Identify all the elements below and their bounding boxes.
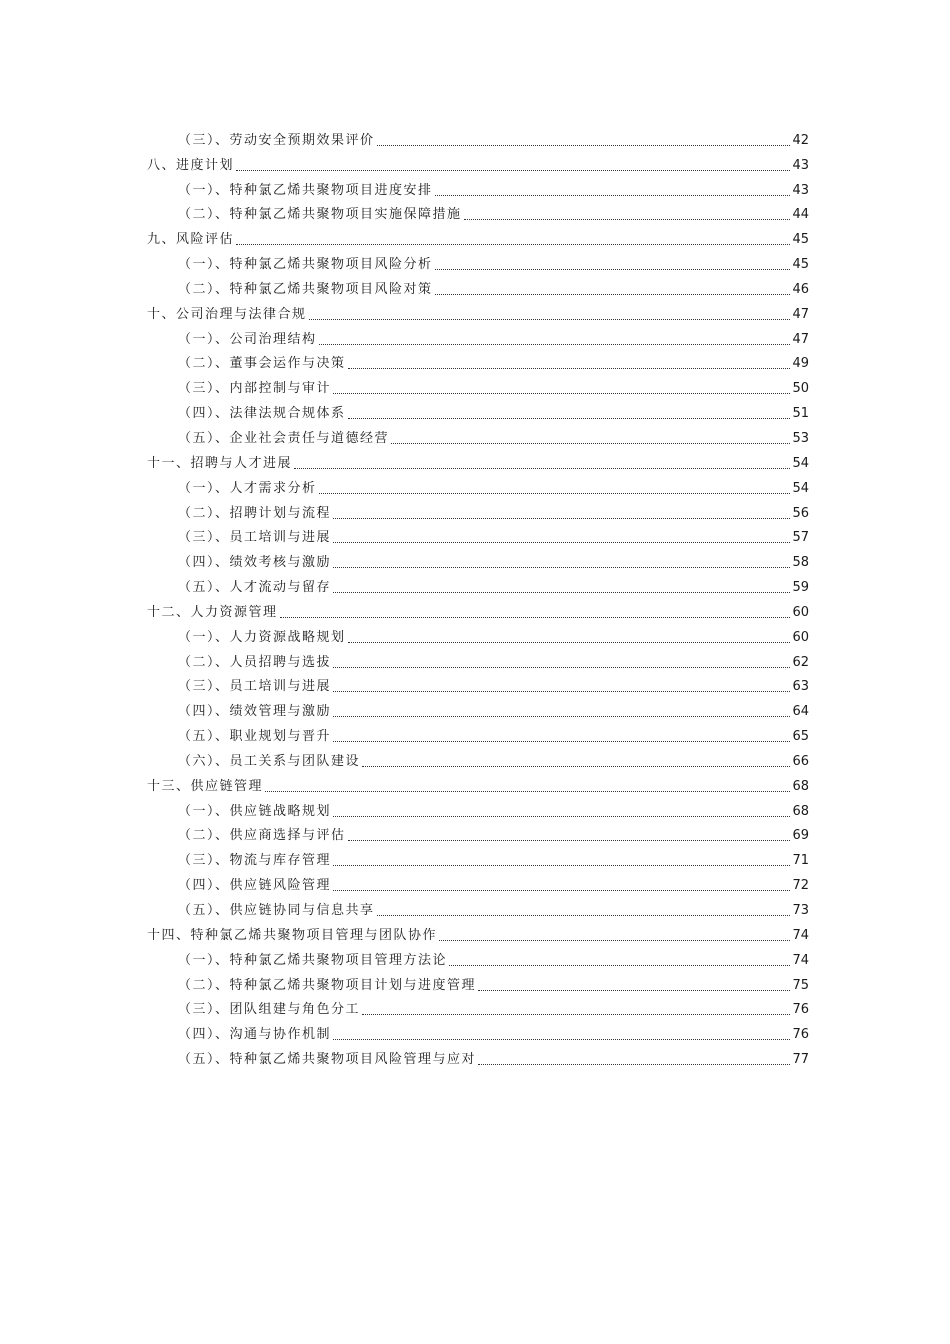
toc-entry-title: （一）、特种氯乙烯共聚物项目风险分析 <box>178 257 433 273</box>
toc-dot-leader <box>377 915 791 916</box>
toc-entry-page-number: 76 <box>792 1027 809 1043</box>
toc-entry-title: （二）、招聘计划与流程 <box>178 505 332 521</box>
toc-dot-leader <box>333 667 790 668</box>
toc-dot-leader <box>236 244 790 245</box>
toc-entry-title: （一）、人才需求分析 <box>178 480 317 496</box>
toc-entry[interactable] <box>147 721 809 746</box>
toc-entry-page-number: 66 <box>792 753 809 769</box>
toc-dot-leader <box>294 468 790 469</box>
toc-dot-leader <box>348 368 791 369</box>
toc-entry-title: （三）、团队组建与角色分工 <box>178 1002 361 1018</box>
toc-entry[interactable] <box>147 597 809 622</box>
toc-entry-page-number: 45 <box>792 232 809 248</box>
toc-entry-title: （二）、特种氯乙烯共聚物项目风险对策 <box>178 281 433 297</box>
toc-entry[interactable] <box>147 224 809 249</box>
toc-entry-title: （一）、供应链战略规划 <box>178 803 332 819</box>
toc-dot-leader <box>280 617 791 618</box>
toc-entry-title: （四）、沟通与协作机制 <box>178 1027 332 1043</box>
toc-entry-title: （一）、公司治理结构 <box>178 331 317 347</box>
toc-entry-page-number: 73 <box>792 903 809 918</box>
toc-entry-page-number: 43 <box>792 182 809 198</box>
toc-dot-leader <box>333 890 790 891</box>
toc-entry-title: （五）、企业社会责任与道德经营 <box>178 430 390 446</box>
toc-entry-title: （二）、董事会运作与决策 <box>178 356 346 372</box>
toc-entry[interactable] <box>147 547 809 572</box>
toc-entry-title: （五）、人才流动与留存 <box>178 580 332 596</box>
toc-entry-title: （三）、劳动安全预期效果评价 <box>178 132 375 148</box>
toc-entry[interactable] <box>147 672 809 697</box>
toc-entry-title: （三）、员工培训与进展 <box>178 679 332 695</box>
toc-entry[interactable] <box>147 448 809 473</box>
toc-entry[interactable] <box>147 895 809 920</box>
toc-dot-leader <box>348 642 791 643</box>
toc-entry-page-number: 60 <box>792 604 809 620</box>
toc-entry-title: （三）、员工培训与进展 <box>178 530 332 546</box>
toc-entry[interactable] <box>147 647 809 672</box>
toc-entry-page-number: 71 <box>792 853 809 869</box>
toc-entry-page-number: 65 <box>792 729 809 745</box>
toc-dot-leader <box>333 865 790 866</box>
toc-dot-leader <box>333 393 790 394</box>
toc-entry-page-number: 45 <box>792 257 809 273</box>
toc-entry-title: （二）、特种氯乙烯共聚物项目计划与进度管理 <box>178 977 477 993</box>
toc-dot-leader <box>333 716 790 717</box>
toc-entry-title: （五）、特种氯乙烯共聚物项目风险管理与应对 <box>178 1052 477 1068</box>
toc-entry-title: （二）、人员招聘与选拔 <box>178 654 332 670</box>
toc-dot-leader <box>265 791 790 792</box>
toc-entry[interactable] <box>147 771 809 796</box>
toc-entry-title: （一）、人力资源战略规划 <box>178 629 346 645</box>
toc-entry-page-number: 72 <box>792 878 809 894</box>
toc-entry[interactable] <box>147 945 809 970</box>
toc-entry[interactable] <box>147 1019 809 1044</box>
toc-entry-page-number: 42 <box>792 132 809 148</box>
toc-entry[interactable] <box>147 175 809 200</box>
toc-entry-page-number: 64 <box>792 704 809 720</box>
toc-entry[interactable] <box>147 622 809 647</box>
toc-dot-leader <box>319 344 791 345</box>
toc-entry[interactable] <box>147 1044 809 1069</box>
toc-entry-page-number: 54 <box>792 455 809 471</box>
toc-entry[interactable] <box>147 821 809 846</box>
toc-entry[interactable] <box>147 150 809 175</box>
toc-entry[interactable] <box>147 473 809 498</box>
toc-entry-page-number: 57 <box>792 530 809 546</box>
toc-entry[interactable] <box>147 796 809 821</box>
toc-entry-title: （四）、绩效管理与激励 <box>178 704 332 720</box>
toc-entry[interactable] <box>147 299 809 324</box>
toc-entry-title: （四）、法律法规合规体系 <box>178 406 346 422</box>
toc-entry[interactable] <box>147 125 809 150</box>
toc-entry-title: 十二、人力资源管理 <box>147 604 278 620</box>
toc-dot-leader <box>333 816 790 817</box>
toc-entry-title: （五）、职业规划与晋升 <box>178 729 332 745</box>
toc-entry-page-number: 54 <box>792 480 809 496</box>
toc-dot-leader <box>333 741 790 742</box>
toc-entry-page-number: 53 <box>792 430 809 446</box>
toc-entry-title: 九、风险评估 <box>147 232 235 248</box>
toc-entry-page-number: 51 <box>792 406 809 422</box>
toc-entry-page-number: 43 <box>792 157 809 173</box>
toc-entry[interactable] <box>147 920 809 945</box>
toc-entry[interactable] <box>147 274 809 299</box>
toc-dot-leader <box>362 766 790 767</box>
toc-dot-leader <box>391 443 790 444</box>
toc-entry[interactable] <box>147 373 809 398</box>
toc-entry-page-number: 63 <box>792 679 809 695</box>
toc-dot-leader <box>348 840 791 841</box>
toc-entry[interactable] <box>147 995 809 1020</box>
toc-entry-title: （四）、绩效考核与激励 <box>178 555 332 571</box>
toc-entry[interactable] <box>147 349 809 374</box>
toc-dot-leader <box>362 1014 790 1015</box>
toc-entry-page-number: 74 <box>792 952 809 968</box>
toc-entry-title: 十三、供应链管理 <box>147 778 264 794</box>
toc-entry-page-number: 69 <box>792 828 809 844</box>
toc-dot-leader <box>333 1039 790 1040</box>
toc-entry-page-number: 75 <box>792 977 809 993</box>
toc-dot-leader <box>478 1064 790 1065</box>
toc-dot-leader <box>309 319 791 320</box>
toc-entry-page-number: 47 <box>792 331 809 347</box>
toc-entry-page-number: 44 <box>792 207 809 223</box>
toc-entry-page-number: 76 <box>792 1002 809 1018</box>
toc-entry-title: （六）、员工关系与团队建设 <box>178 753 361 769</box>
toc-entry-page-number: 68 <box>792 778 809 794</box>
toc-entry-title: 十一、招聘与人才进展 <box>147 455 293 471</box>
toc-entry-title: 十、公司治理与法律合规 <box>147 306 307 322</box>
toc-dot-leader <box>333 518 790 519</box>
toc-dot-leader <box>333 691 790 692</box>
toc-entry[interactable] <box>147 249 809 274</box>
toc-entry[interactable] <box>147 200 809 225</box>
toc-dot-leader <box>478 990 790 991</box>
toc-entry-page-number: 56 <box>792 505 809 521</box>
toc-entry-page-number: 47 <box>792 306 809 322</box>
toc-entry[interactable] <box>147 398 809 423</box>
toc-entry-title: （三）、物流与库存管理 <box>178 853 332 869</box>
toc-entry-page-number: 50 <box>792 381 809 397</box>
toc-entry[interactable] <box>147 696 809 721</box>
toc-entry-page-number: 46 <box>792 281 809 297</box>
toc-dot-leader <box>435 269 791 270</box>
toc-entry[interactable] <box>147 523 809 548</box>
toc-dot-leader <box>333 542 790 543</box>
toc-entry-page-number: 58 <box>792 555 809 571</box>
toc-entry[interactable] <box>147 498 809 523</box>
toc-entry-page-number: 68 <box>792 803 809 819</box>
toc-entry-title: （一）、特种氯乙烯共聚物项目管理方法论 <box>178 952 448 968</box>
toc-dot-leader <box>464 219 791 220</box>
toc-entry-title: （四）、供应链风险管理 <box>178 878 332 894</box>
toc-entry-title: （五）、供应链协同与信息共享 <box>178 903 375 918</box>
toc-entry[interactable] <box>147 845 809 870</box>
toc-dot-leader <box>439 940 790 941</box>
toc-dot-leader <box>377 145 791 146</box>
toc-entry-page-number: 60 <box>792 629 809 645</box>
toc-dot-leader <box>449 965 790 966</box>
table-of-contents <box>147 125 809 1069</box>
toc-entry-title: （一）、特种氯乙烯共聚物项目进度安排 <box>178 182 433 198</box>
toc-dot-leader <box>319 493 791 494</box>
toc-dot-leader <box>348 418 791 419</box>
toc-dot-leader <box>435 195 791 196</box>
toc-entry[interactable] <box>147 970 809 995</box>
toc-dot-leader <box>236 170 790 171</box>
toc-entry-page-number: 62 <box>792 654 809 670</box>
toc-entry-title: 十四、特种氯乙烯共聚物项目管理与团队协作 <box>147 927 438 943</box>
toc-entry[interactable] <box>147 870 809 895</box>
toc-dot-leader <box>333 592 790 593</box>
toc-entry-page-number: 49 <box>792 356 809 372</box>
toc-entry-title: 八、进度计划 <box>147 157 235 173</box>
toc-dot-leader <box>435 294 791 295</box>
toc-entry[interactable] <box>147 572 809 597</box>
toc-entry-title: （二）、特种氯乙烯共聚物项目实施保障措施 <box>178 207 462 223</box>
toc-dot-leader <box>333 567 790 568</box>
toc-entry-title: （二）、供应商选择与评估 <box>178 828 346 844</box>
toc-entry-page-number: 77 <box>792 1052 809 1068</box>
toc-entry[interactable] <box>147 423 809 448</box>
toc-entry[interactable] <box>147 324 809 349</box>
toc-entry-page-number: 74 <box>792 927 809 943</box>
toc-entry-title: （三）、内部控制与审计 <box>178 381 332 397</box>
toc-entry[interactable] <box>147 746 809 771</box>
toc-entry-page-number: 59 <box>792 580 809 596</box>
